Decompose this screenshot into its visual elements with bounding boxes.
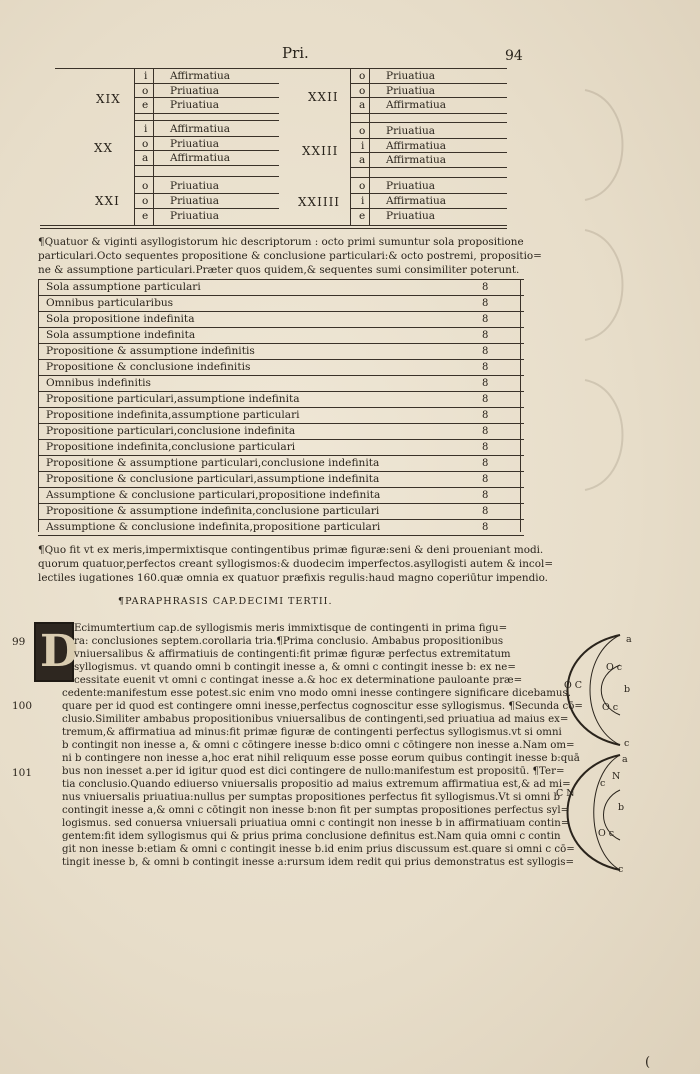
row-count: 8 (482, 490, 489, 501)
diagram-label: b (618, 802, 625, 813)
row-count: 8 (482, 378, 489, 389)
cell-mark: a (142, 152, 149, 164)
cell-label: Affirmatiua (170, 70, 231, 82)
cell-mark: i (361, 195, 365, 207)
table-row (38, 296, 524, 312)
row-label: Propositione & conclusione indefinitis (46, 361, 251, 373)
body-line: cessitate euenit vt omni c contingat inesse a.& hoc ex determinatione pauloante præ= (74, 675, 523, 686)
row-label: Sola propositione indefinita (46, 313, 195, 325)
diagram-label: O c (602, 702, 619, 713)
table-row (38, 504, 524, 520)
row-label: Assumptione & conclusione particulari,propositione indefinita (46, 489, 381, 501)
body-line: ra: conclusiones septem.corollaria tria.¶Prima conclusio. Ambabus propositionibus (74, 636, 504, 647)
row-count: 8 (482, 362, 489, 373)
group-numeral: XIX (96, 92, 121, 106)
row-label: Propositione indefinita,conclusione particulari (46, 441, 296, 453)
row-label: Propositione & assumptione particulari,conclusione indefinita (46, 457, 380, 469)
table-row (38, 408, 524, 424)
row-label: Omnibus indefinitis (46, 377, 151, 389)
crescent-diagram-art (540, 630, 650, 880)
cell-mark: i (144, 70, 148, 82)
running-head: Pri. (282, 44, 309, 62)
body-line: Ecimumtertium cap.de syllogismis meris immixtisque de contingenti in prima figu= (74, 623, 508, 634)
row-count: 8 (482, 426, 489, 437)
group-numeral: XXI (95, 194, 120, 208)
group-numeral: XXIII (302, 144, 339, 158)
cell-label: Priuatiua (386, 210, 436, 222)
row-count: 8 (482, 522, 489, 533)
cell-mark: e (142, 99, 149, 111)
cell-label: Priuatiua (386, 125, 436, 137)
body-line: tia conclusio.Quando ediuerso vniuersalis propositio ad maius extremum affirmatiua est,& ad mi= (62, 779, 571, 790)
body-line: bus non inesset a.per id igitur quod est dici contingere de nullo:manifestum est propositū. ¶Ter= (62, 766, 565, 777)
row-count: 8 (482, 458, 489, 469)
cell-label: Priuatiua (170, 210, 220, 222)
body-line: clusio.Similiter ambabus propositionibus vniuersalibus de contingenti,sed priuatiua ad maius ex= (62, 714, 569, 725)
row-count: 8 (482, 506, 489, 517)
table-row (38, 280, 524, 296)
body-line: tingit inesse b, & omni b contingit inesse a:rursum idem redit qui prius demonstratus est syllogis= (62, 857, 575, 868)
row-label: Sola assumptione indefinita (46, 329, 196, 341)
body-line: ni b contingere non inesse a,hoc erat nihil reliquum esse posse eorum quibus contingit inesse b:quā (62, 753, 580, 764)
cell-mark: e (359, 210, 366, 222)
table-row (38, 392, 524, 408)
cell-label: Priuatiua (170, 138, 220, 150)
body-line: quare per id quod est contingere omni inesse,perfectus cognoscitur esse syllogismus. ¶Secunda cō= (62, 701, 583, 712)
diagram-label: c (618, 864, 624, 875)
diagram-label: O C (564, 680, 583, 691)
group-numeral: XXIIII (298, 195, 341, 209)
row-count: 8 (482, 394, 489, 405)
stray-mark: ( (645, 1055, 651, 1070)
closing-line: ¶Quo fit vt ex meris,impermixtisque contingentibus primæ figuræ:seni & deni proueniant modi. (38, 544, 544, 556)
intro-line: ¶Quatuor & viginti asyllogistorum hic descriptorum : octo primi sumuntur sola propositione (38, 236, 524, 248)
cell-label: Priuatiua (170, 85, 220, 97)
table-row (38, 472, 524, 488)
cell-label: Affirmatiua (386, 99, 447, 111)
row-label: Propositione particulari,conclusione indefinita (46, 425, 296, 437)
cell-label: Priuatiua (386, 180, 436, 192)
row-label: Sola assumptione particulari (46, 281, 201, 293)
cell-mark: i (361, 140, 365, 152)
row-label: Propositione indefinita,assumptione particulari (46, 409, 300, 421)
cell-mark: o (142, 195, 149, 207)
body-line: contingit inesse a,& omni c cōtingit non inesse b:non fit per sumptas propositiones perfectus syl= (62, 805, 570, 816)
row-label: Propositione & assumptione indefinitis (46, 345, 255, 357)
body-line: gentem:fit idem syllogismus qui & prius prima conclusione definitus est.Nam quia omni c contin (62, 831, 561, 842)
diagram-label: c (624, 738, 630, 749)
body-line: cedente:manifestum esse potest.sic enim vno modo omni inesse contingere significare dicebamus. (62, 688, 571, 699)
row-count: 8 (482, 282, 489, 293)
group-numeral: XX (94, 141, 114, 155)
cell-label: Priuatiua (386, 70, 436, 82)
combination-count-table (38, 279, 524, 536)
body-line: nus vniuersalis priuatiua:nullus per sumptas propositiones perfectus fit syllogismus.Vt si omni b (62, 792, 561, 803)
diagram-label: c (600, 778, 606, 789)
table-row (38, 376, 524, 392)
initial-letter: D (40, 626, 79, 677)
cell-label: Priuatiua (170, 99, 220, 111)
decorated-initial (34, 622, 79, 682)
cell-mark: o (359, 125, 366, 137)
row-label: Propositione & conclusione particulari,assumptione indefinita (46, 473, 380, 485)
row-label: Assumptione & conclusione indefinita,propositione particulari (46, 521, 381, 533)
closing-line: lectiles iugationes 160.quæ omnia ex quatuor præfixis regulis:haud magno coperiūtur impendio. (38, 572, 548, 584)
body-line: b contingit non inesse a, & omni c cōtingere inesse b:dico omni c cōtingere non inesse a.Nam om= (62, 740, 575, 751)
table-row (38, 312, 524, 328)
cell-mark: o (142, 85, 149, 97)
crescent-diagrams (540, 630, 650, 884)
diagram-label: C N (556, 788, 575, 799)
margin-number: 100 (12, 700, 33, 712)
row-count: 8 (482, 474, 489, 485)
cell-mark: o (142, 138, 149, 150)
intro-line: particulari.Octo sequentes propositione & conclusione particulari:& octo postremi, propositio= (38, 250, 542, 262)
diagram-label: a (622, 754, 628, 765)
cell-label: Priuatiua (386, 85, 436, 97)
cell-label: Affirmatiua (170, 152, 231, 164)
row-count: 8 (482, 314, 489, 325)
body-line: syllogismus. vt quando omni b contingit inesse a, & omni c contingit inesse b: ex ne= (74, 662, 516, 673)
diagram-label: b (624, 684, 631, 695)
cell-mark: o (142, 180, 149, 192)
cell-label: Priuatiua (170, 195, 220, 207)
syllogism-mode-table (40, 68, 507, 228)
table-row (38, 456, 524, 472)
section-heading: ¶PARAPHRASIS CAP.DECIMI TERTII. (118, 596, 333, 607)
row-count: 8 (482, 442, 489, 453)
bleed-through-marks (555, 80, 645, 500)
table-row (38, 424, 524, 440)
row-label: Propositione & assumptione indefinita,conclusione particulari (46, 505, 380, 517)
cell-mark: i (144, 123, 148, 135)
diagram-label: a (626, 634, 632, 645)
cell-label: Affirmatiua (386, 154, 447, 166)
table-row (38, 440, 524, 456)
body-line: logismus. sed conuersa vniuersali priuatiua omni c contingit non inesse b in affirmatiuam contin= (62, 818, 570, 829)
cell-mark: e (142, 210, 149, 222)
row-count: 8 (482, 346, 489, 357)
diagram-label: O c (606, 662, 623, 673)
table-row (38, 344, 524, 360)
row-label: Omnibus particularibus (46, 297, 174, 309)
margin-number: 99 (12, 636, 26, 648)
closing-line: quorum quatuor,perfectos creant syllogismos:& duodecim imperfectos.asyllogisti autem & incol= (38, 558, 554, 570)
body-line: git non inesse b:etiam & omni c contingit inesse b.id enim prius discussum est.quare si omni c cō= (62, 844, 575, 855)
cell-label: Affirmatiua (386, 195, 447, 207)
cell-mark: a (359, 99, 366, 111)
cell-mark: o (359, 85, 366, 97)
cell-label: Affirmatiua (386, 140, 447, 152)
row-count: 8 (482, 330, 489, 341)
table-row (38, 328, 524, 344)
intro-line: ne & assumptione particulari.Præter quos quidem,& sequentes sumi consimiliter poterunt. (38, 264, 520, 276)
margin-number: 101 (12, 767, 33, 779)
body-line: vniuersalibus & affirmatiuis de contingenti:fit primæ figuræ perfectus extremitatum (74, 649, 511, 660)
cell-label: Priuatiua (170, 180, 220, 192)
table-row (38, 488, 524, 504)
row-label: Propositione particulari,assumptione indefinita (46, 393, 300, 405)
cell-mark: o (359, 70, 366, 82)
row-count: 8 (482, 298, 489, 309)
table-row (38, 360, 524, 376)
cell-mark: a (359, 154, 366, 166)
row-count: 8 (482, 410, 489, 421)
cell-mark: o (359, 180, 366, 192)
body-line: tremum,& affirmatiua ad minus:fit primæ figuræ de contingenti perfectus syllogismus.vt si omni (62, 727, 562, 738)
diagram-label: O c (598, 828, 615, 839)
diagram-label: N (612, 771, 621, 782)
table-row (38, 520, 524, 536)
page-number: 94 (505, 48, 523, 64)
group-numeral: XXII (308, 90, 339, 104)
cell-label: Affirmatiua (170, 123, 231, 135)
